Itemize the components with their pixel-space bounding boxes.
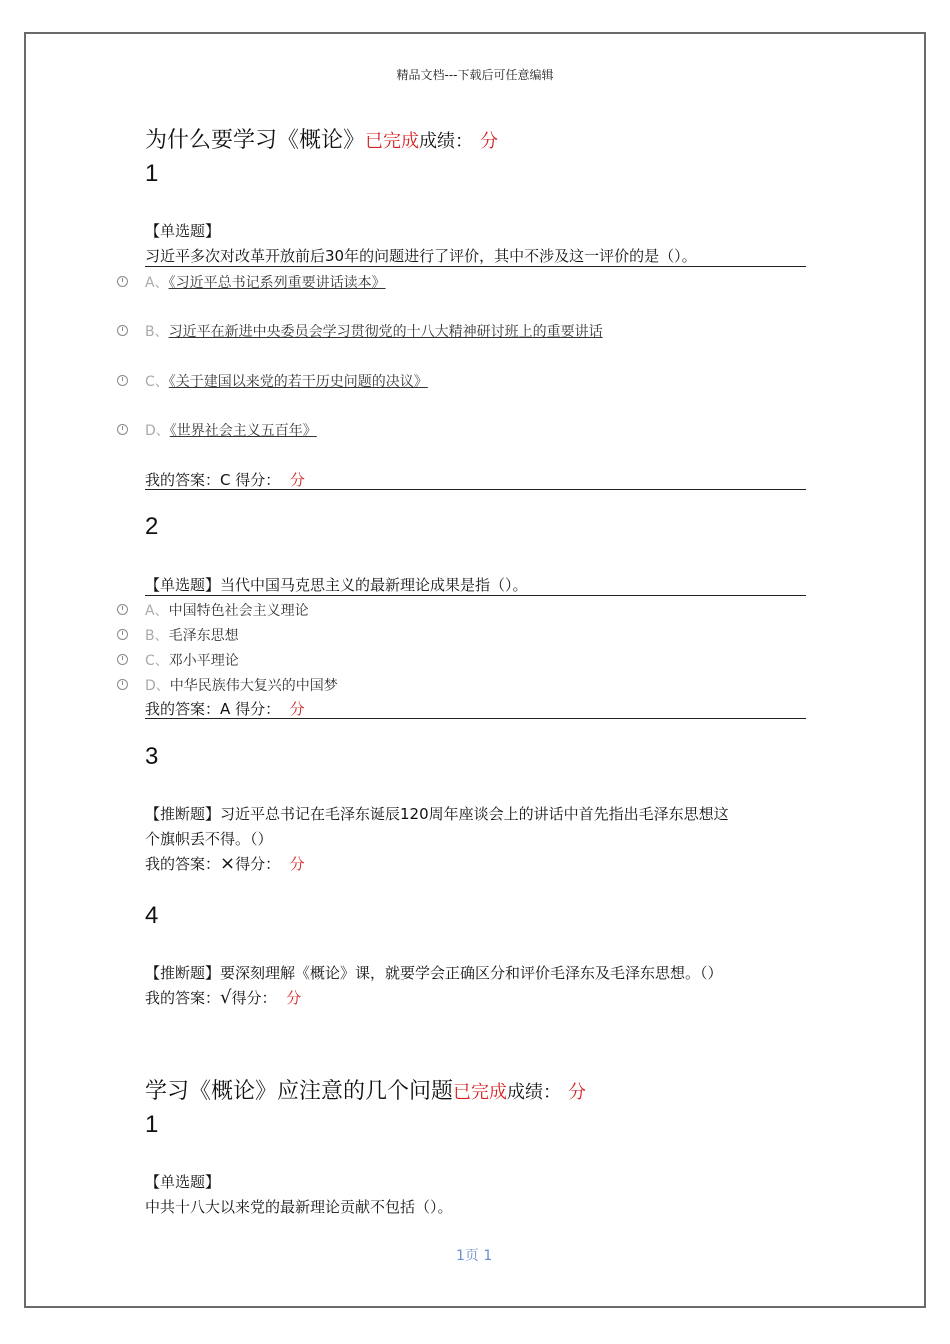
score-label: 成绩： — [419, 131, 474, 152]
page-total: 1 — [483, 1248, 493, 1264]
question-type: 【单选题】 — [145, 576, 221, 594]
option-text: 《世界社会主义五百年》 — [169, 423, 317, 439]
option-b[interactable] — [145, 321, 603, 341]
answer-value: C — [220, 471, 231, 489]
question-text: 要深刻理解《概论》课，就要学会正确区分和评价毛泽东及毛泽东思想。（） — [220, 964, 723, 982]
wrong-mark-icon: × — [220, 853, 236, 874]
score-unit: 分 — [286, 989, 302, 1007]
option-letter: B、 — [145, 628, 169, 644]
my-answer-row — [145, 698, 806, 719]
check-mark-icon: √ — [220, 987, 232, 1008]
option-letter: C、 — [145, 374, 169, 390]
question-text-line2: 个旗帜丢不得。（） — [145, 830, 273, 848]
option-text: 中国特色社会主义理论 — [168, 603, 309, 619]
score-unit: 分 — [289, 855, 305, 873]
answer-label: 我的答案： — [145, 855, 221, 873]
score-label: 得分： — [235, 700, 281, 718]
option-text: 邓小平理论 — [168, 653, 239, 669]
question-type: 【推断题】 — [145, 805, 221, 823]
option-d[interactable] — [145, 420, 317, 440]
option-letter: C、 — [145, 653, 169, 669]
question-number: 1 — [145, 160, 159, 187]
score-label: 成绩： — [507, 1082, 562, 1103]
question-type: 【单选题】 — [145, 222, 221, 240]
section-title — [145, 123, 498, 154]
option-radio[interactable] — [117, 679, 128, 690]
question-type: 【推断题】 — [145, 964, 221, 982]
score-unit: 分 — [480, 131, 499, 152]
page-header: 精品文档---下载后可任意编辑 — [396, 68, 554, 82]
my-answer-row — [145, 987, 301, 1008]
option-letter: D、 — [145, 423, 170, 439]
page-footer — [456, 1245, 492, 1265]
section-title — [145, 1074, 586, 1105]
question-type: 【单选题】 — [145, 1173, 221, 1191]
question-number: 1 — [145, 1111, 159, 1138]
option-radio[interactable] — [117, 325, 128, 336]
question-text-line — [145, 962, 723, 983]
option-text: 毛泽东思想 — [168, 628, 239, 644]
score-unit: 分 — [289, 471, 305, 489]
option-a[interactable] — [145, 272, 386, 292]
option-letter: D、 — [145, 678, 170, 694]
option-text: 中华民族伟大复兴的中国梦 — [169, 678, 338, 694]
question-text: 习近平总书记在毛泽东诞辰120周年座谈会上的讲话中首先指出毛泽东思想这 — [220, 805, 729, 823]
question-text-line — [145, 803, 729, 824]
section-title-text: 学习《概论》应注意的几个问题 — [145, 1079, 454, 1104]
option-radio[interactable] — [117, 604, 128, 615]
question-number: 2 — [145, 513, 159, 540]
question-text: 中共十八大以来党的最新理论贡献不包括（）。 — [145, 1198, 453, 1216]
score-unit: 分 — [568, 1082, 587, 1103]
option-radio[interactable] — [117, 654, 128, 665]
option-text: 《习近平总书记系列重要讲话读本》 — [168, 275, 386, 291]
question-text: 习近平多次对改革开放前后30年的问题进行了评价，其中不涉及这一评价的是（）。 — [145, 245, 806, 267]
answer-label: 我的答案： — [145, 989, 221, 1007]
score-label: 得分： — [235, 471, 281, 489]
answer-value: A — [220, 700, 231, 718]
option-a[interactable] — [145, 600, 309, 620]
question-number: 4 — [145, 902, 159, 929]
option-radio[interactable] — [117, 276, 128, 287]
question-text: 当代中国马克思主义的最新理论成果是指（）。 — [220, 576, 528, 594]
option-radio[interactable] — [117, 424, 128, 435]
page-word: 页 — [464, 1248, 479, 1264]
score-label: 得分： — [235, 855, 281, 873]
option-c[interactable] — [145, 650, 239, 670]
answer-label: 我的答案： — [145, 471, 221, 489]
answer-label: 我的答案： — [145, 700, 221, 718]
my-answer-row — [145, 853, 305, 874]
option-c[interactable] — [145, 371, 428, 391]
status-badge: 已完成 — [453, 1082, 508, 1103]
option-d[interactable] — [145, 675, 338, 695]
option-text: 《关于建国以来党的若干历史问题的决议》 — [168, 374, 428, 390]
score-label: 得分： — [231, 989, 277, 1007]
page-number: 1 — [456, 1248, 465, 1264]
option-radio[interactable] — [117, 375, 128, 386]
option-radio[interactable] — [117, 629, 128, 640]
question-number: 3 — [145, 743, 159, 770]
option-letter: B、 — [145, 324, 169, 340]
option-text: 习近平在新进中央委员会学习贯彻党的十八大精神研讨班上的重要讲话 — [168, 324, 603, 340]
question-text-row — [145, 574, 806, 596]
option-letter: A、 — [145, 275, 169, 291]
my-answer-row — [145, 469, 806, 490]
option-b[interactable] — [145, 625, 239, 645]
section-title-text: 为什么要学习《概论》 — [145, 128, 366, 153]
option-letter: A、 — [145, 603, 169, 619]
status-badge: 已完成 — [365, 131, 420, 152]
score-unit: 分 — [289, 700, 305, 718]
